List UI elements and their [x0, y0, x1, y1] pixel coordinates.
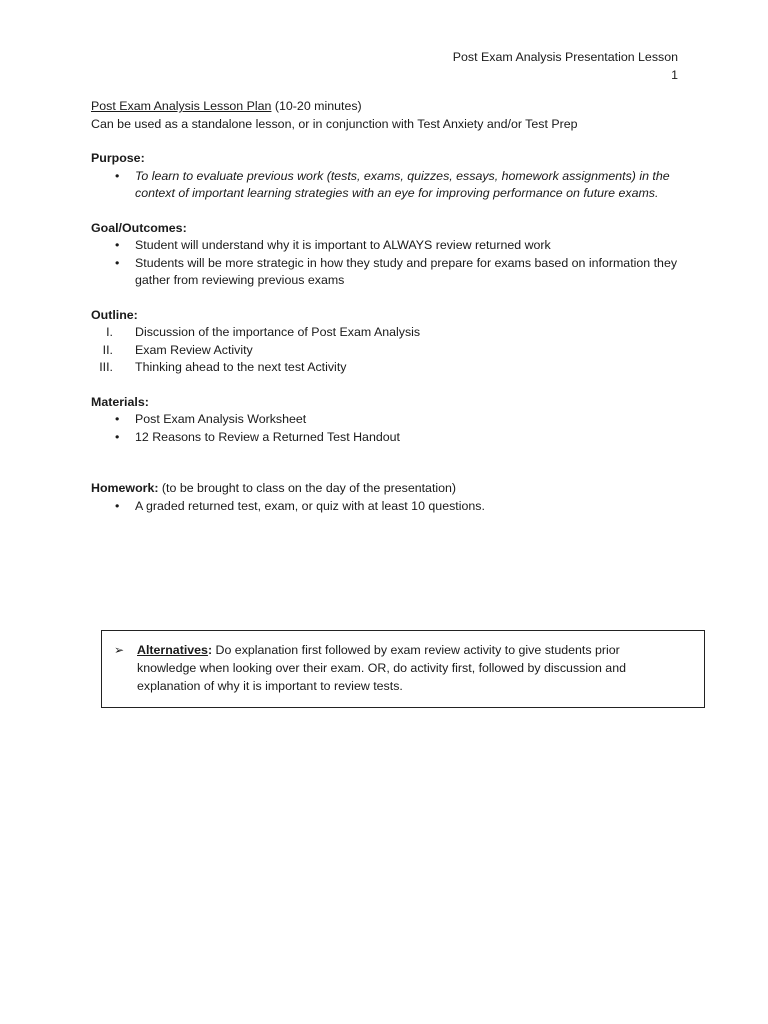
alternatives-label: Alternatives: [137, 643, 208, 657]
arrow-bullet-icon: ➢: [114, 643, 125, 657]
lesson-title: Post Exam Analysis Lesson Plan: [91, 99, 272, 113]
goals-list: [91, 237, 691, 290]
homework-heading: Homework:: [91, 481, 159, 495]
outline-item: Thinking ahead to the next test Activity: [135, 360, 347, 374]
goal-item: Students will be more strategic in how they study and prepare for exams based on information they gather from reviewing previous exams: [135, 255, 678, 287]
list-item: [91, 498, 691, 516]
outline-number: I.: [106, 325, 113, 339]
materials-section: [91, 394, 691, 447]
bullet-icon: •: [115, 168, 120, 183]
list-item: [91, 429, 691, 447]
bullet-icon: •: [115, 255, 120, 270]
goals-heading: Goal/Outcomes:: [91, 220, 187, 235]
bullet-icon: •: [115, 429, 120, 444]
bullet-icon: •: [115, 498, 120, 513]
page-header: [453, 48, 678, 84]
outline-list: [91, 324, 691, 377]
lesson-subtitle: Can be used as a standalone lesson, or in conjunction with Test Anxiety and/or Test Prep: [91, 116, 578, 131]
page-number: 1: [671, 68, 678, 82]
materials-heading: Materials:: [91, 394, 149, 409]
lesson-duration: (10-20 minutes): [271, 99, 362, 113]
purpose-item: To learn to evaluate previous work (tests, exams, quizzes, essays, homework assignments) in the context of important learning strategies with an eye for improving performance on future exams.: [135, 168, 670, 200]
list-item: [91, 342, 691, 360]
bullet-icon: •: [115, 412, 120, 426]
list-item: [91, 324, 691, 342]
material-item: 12 Reasons to Review a Returned Test Handout: [135, 429, 400, 444]
purpose-list: [91, 168, 691, 203]
alternatives-text: Do explanation first followed by exam review activity to give students prior knowledge when looking over their exam. OR, do activity first, followed by discussion and explanation of why it is important to review tests.: [137, 643, 626, 693]
homework-list: [91, 498, 691, 516]
alternatives-text-block: [114, 641, 674, 695]
alternatives-content: [114, 641, 674, 695]
list-item: [91, 237, 691, 255]
homework-item: A graded returned test, exam, or quiz with at least 10 questions.: [135, 498, 485, 513]
goal-item: Student will understand why it is important to ALWAYS review returned work: [135, 238, 551, 252]
alternatives-box: [101, 630, 705, 708]
alternatives-colon: :: [207, 643, 213, 657]
material-item: Post Exam Analysis Worksheet: [135, 412, 307, 426]
outline-item: Discussion of the importance of Post Exam Analysis: [135, 325, 421, 339]
list-item: [91, 411, 691, 429]
goals-section: [91, 220, 691, 290]
outline-number: III.: [99, 360, 113, 374]
outline-heading: Outline:: [91, 307, 138, 322]
homework-note: (to be brought to class on the day of the presentation): [158, 481, 457, 495]
homework-heading-line: [91, 480, 691, 498]
outline-number: II.: [102, 342, 113, 357]
list-item: [91, 359, 691, 377]
list-item: [91, 168, 691, 203]
outline-section: [91, 307, 691, 377]
purpose-heading: Purpose:: [91, 151, 145, 165]
bullet-icon: •: [115, 238, 120, 252]
document-body: [91, 98, 691, 515]
header-title: Post Exam Analysis Presentation Lesson: [452, 50, 678, 64]
homework-section: [91, 480, 691, 515]
lesson-title-line: [91, 98, 691, 116]
list-item: [91, 255, 691, 290]
purpose-section: [91, 150, 691, 203]
outline-item: Exam Review Activity: [135, 342, 253, 357]
materials-list: [91, 411, 691, 446]
